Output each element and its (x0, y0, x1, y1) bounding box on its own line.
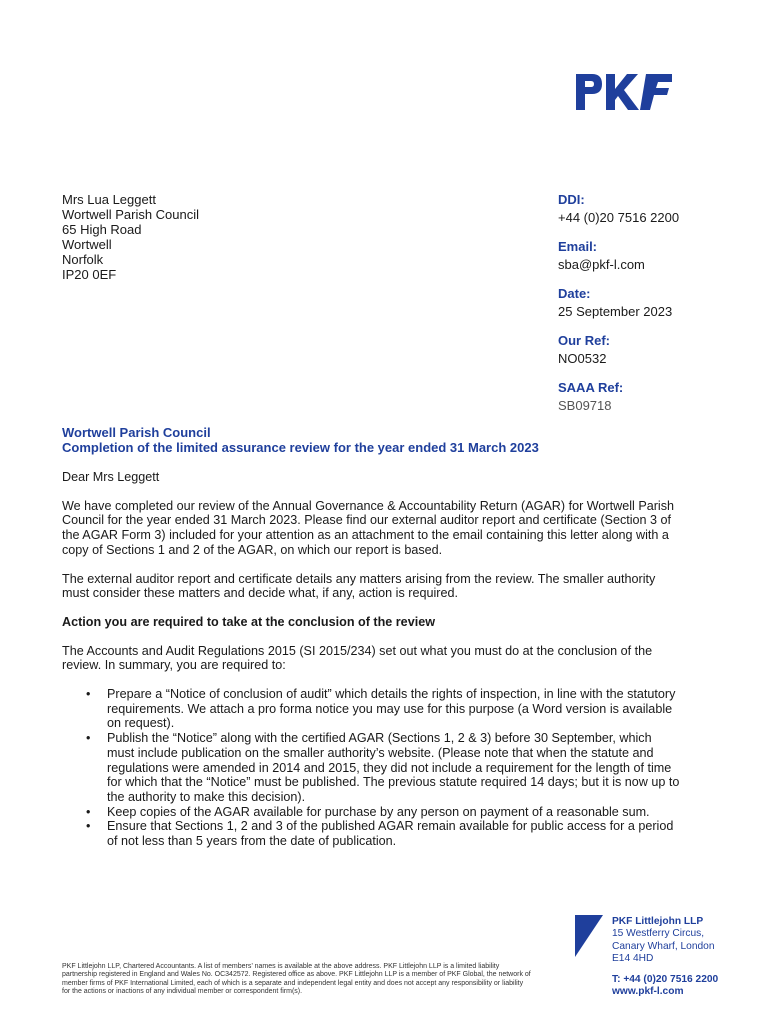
ddi-value: +44 (0)20 7516 2200 (558, 210, 680, 225)
saaa-ref-value: SB09718 (558, 398, 612, 413)
email-value[interactable]: sba@pkf-l.com (558, 257, 645, 272)
recipient-line: Wortwell (62, 237, 112, 252)
footer-website-link[interactable]: www.pkf-l.com (612, 986, 684, 998)
recipient-line: Wortwell Parish Council (62, 207, 200, 222)
paragraph-1: We have completed our review of the Annual Governance & Accountability Return (AGAR) for Wortwell Parish Council for the year ended 31 March 2023. Please find our external auditor report and certificate (Section 3 of the AGAR Form 3) included for your attention as an attachment to the email containing this letter along with a copy of Sections 1 and 2 of the AGAR, on which our report is based. (62, 498, 675, 557)
reference-info (558, 192, 679, 427)
footer-triangle-mark (575, 915, 603, 957)
subject-line-1: Wortwell Parish Council (62, 425, 211, 440)
pkf-logo (574, 70, 674, 114)
list-item: • Keep copies of the AGAR available for purchase by any person on payment of a reasonable sum. (107, 805, 682, 820)
requirements-list (62, 687, 682, 849)
salutation: Dear Mrs Leggett (62, 470, 160, 484)
our-ref-value: NO0532 (558, 351, 607, 366)
letter-subject (62, 425, 539, 455)
paragraph-3: The Accounts and Audit Regulations 2015 (SI 2015/234) set out what you must do at the conclusion of the review. In summary, you are required to: (62, 643, 653, 673)
recipient-line: 65 High Road (62, 222, 142, 237)
recipient-address (62, 192, 199, 282)
footer-firm-name: PKF Littlejohn LLP (612, 916, 704, 927)
recipient-line: Norfolk (62, 252, 104, 267)
footer-legal-text: PKF Littlejohn LLP, Chartered Accountants. A list of members’ names is available at the above address. PKF Littlejohn LLP is a limited liability partnership registered in England and Wales No. OC342572. Registered office as above. PKF Littlejohn LLP is a member of PKF Global, the network of member firms of PKF International Limited, each of which is a separate and independent legal entity and does not accept any responsibility or liability for the actions or inactions of any individual member or correspondent firm(s). (62, 963, 531, 995)
recipient-line: IP20 0EF (62, 267, 117, 282)
letter-body (62, 470, 682, 849)
footer-address-line: E14 4HD (612, 953, 654, 965)
footer-phone: T: +44 (0)20 7516 2200 (612, 973, 719, 985)
subject-line-2: Completion of the limited assurance review for the year ended 31 March 2023 (62, 440, 539, 455)
ddi-label: DDI: (558, 192, 585, 207)
footer-address (612, 916, 718, 998)
list-item: • Publish the “Notice” along with the certified AGAR (Sections 1, 2 & 3) before 30 September, which must include publication on the smaller authority’s website. (Please note that when the statute and regulations were amended in 2014 and 2015, they did not include a requirement for the length of time for which that the “Notice” must be published. The previous statute required 14 days; but it is now up to the authority to make this decision). (107, 731, 682, 805)
footer-address-line: 15 Westferry Circus, (612, 928, 705, 940)
list-item: • Ensure that Sections 1, 2 and 3 of the published AGAR remain available for public access for a period of not less than 5 years from the date of publication. (107, 819, 682, 848)
email-label: Email: (558, 239, 598, 254)
date-value: 25 September 2023 (558, 304, 673, 319)
our-ref-label: Our Ref: (558, 333, 610, 348)
saaa-ref-label: SAAA Ref: (558, 380, 624, 395)
action-heading: Action you are required to take at the conclusion of the review (62, 614, 435, 629)
footer-address-line: Canary Wharf, London (612, 940, 715, 952)
date-label: Date: (558, 286, 591, 301)
paragraph-2: The external auditor report and certificate details any matters arising from the review. The smaller authority must consider these matters and decide what, if any, action is required. (62, 571, 656, 601)
list-item: • Prepare a “Notice of conclusion of audit” which details the rights of inspection, in line with the statutory requirements. We attach a pro forma notice you may use for this purpose (a Word version is available on request). (107, 687, 682, 731)
recipient-line: Mrs Lua Leggett (62, 192, 156, 207)
